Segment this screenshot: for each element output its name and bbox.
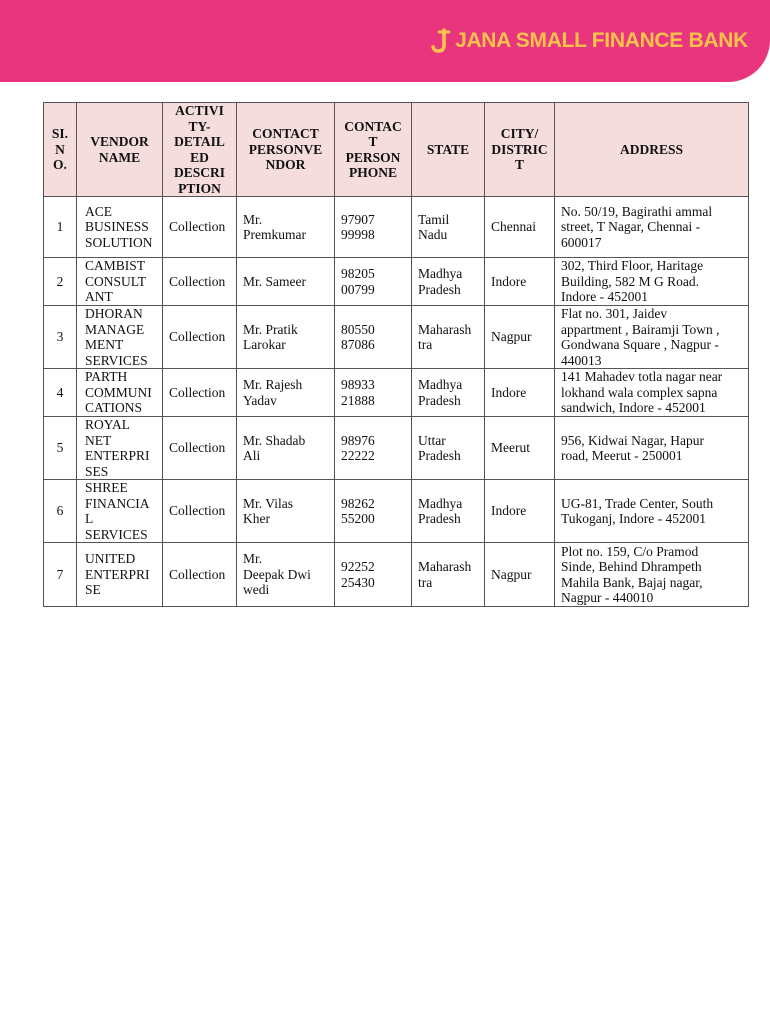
city-cell: Chennai bbox=[485, 197, 555, 258]
bank-logo bbox=[431, 28, 748, 54]
sl-no-cell: 1 bbox=[44, 197, 77, 258]
header-city: CITY/ DISTRIC T bbox=[485, 103, 555, 197]
state-cell: Uttar Pradesh bbox=[412, 417, 485, 480]
address-cell: Flat no. 301, Jaidev appartment , Bairamji Town , Gondwana Square , Nagpur - 440013 bbox=[555, 306, 749, 369]
sl-no-cell: 2 bbox=[44, 258, 77, 306]
header-banner bbox=[0, 0, 770, 82]
city-cell: Indore bbox=[485, 369, 555, 417]
header-address: ADDRESS bbox=[555, 103, 749, 197]
bank-name: JANA SMALL FINANCE BANK bbox=[455, 29, 748, 52]
activity-cell: Collection bbox=[163, 543, 237, 607]
sl-no-cell: 3 bbox=[44, 306, 77, 369]
state-cell: Madhya Pradesh bbox=[412, 369, 485, 417]
city-cell: Nagpur bbox=[485, 306, 555, 369]
phone-cell: 98933 21888 bbox=[335, 369, 412, 417]
contact-person-cell: Mr. Pratik Larokar bbox=[237, 306, 335, 369]
table-row bbox=[44, 306, 749, 369]
table-row bbox=[44, 480, 749, 543]
sl-no-cell: 4 bbox=[44, 369, 77, 417]
vendor-name-cell: ROYAL NET ENTERPRI SES bbox=[77, 417, 163, 480]
activity-cell: Collection bbox=[163, 417, 237, 480]
vendor-name-cell: SHREE FINANCIA L SERVICES bbox=[77, 480, 163, 543]
table-row bbox=[44, 197, 749, 258]
table-row bbox=[44, 369, 749, 417]
header-activity: ACTIVI TY- DETAIL ED DESCRI PTION bbox=[163, 103, 237, 197]
activity-cell: Collection bbox=[163, 258, 237, 306]
table-row bbox=[44, 543, 749, 607]
activity-cell: Collection bbox=[163, 197, 237, 258]
contact-person-cell: Mr. Vilas Kher bbox=[237, 480, 335, 543]
contact-person-cell: Mr. Sameer bbox=[237, 258, 335, 306]
sl-no-cell: 6 bbox=[44, 480, 77, 543]
address-cell: 141 Mahadev totla nagar near lokhand wala complex sapna sandwich, Indore - 452001 bbox=[555, 369, 749, 417]
header-sl-no: SI. N O. bbox=[44, 103, 77, 197]
header-contact-phone: CONTAC T PERSON PHONE bbox=[335, 103, 412, 197]
contact-person-cell: Mr. Premkumar bbox=[237, 197, 335, 258]
city-cell: Nagpur bbox=[485, 543, 555, 607]
address-cell: UG-81, Trade Center, South Tukoganj, Indore - 452001 bbox=[555, 480, 749, 543]
activity-cell: Collection bbox=[163, 369, 237, 417]
state-cell: Maharash tra bbox=[412, 543, 485, 607]
vendor-name-cell: DHORAN MANAGE MENT SERVICES bbox=[77, 306, 163, 369]
city-cell: Meerut bbox=[485, 417, 555, 480]
address-cell: No. 50/19, Bagirathi ammal street, T Nagar, Chennai - 600017 bbox=[555, 197, 749, 258]
header-state: STATE bbox=[412, 103, 485, 197]
state-cell: Tamil Nadu bbox=[412, 197, 485, 258]
contact-person-cell: Mr. Rajesh Yadav bbox=[237, 369, 335, 417]
state-cell: Madhya Pradesh bbox=[412, 480, 485, 543]
state-cell: Maharash tra bbox=[412, 306, 485, 369]
activity-cell: Collection bbox=[163, 306, 237, 369]
table-row bbox=[44, 417, 749, 480]
header-contact-person: CONTACT PERSONVE NDOR bbox=[237, 103, 335, 197]
city-cell: Indore bbox=[485, 258, 555, 306]
phone-cell: 80550 87086 bbox=[335, 306, 412, 369]
vendor-name-cell: CAMBIST CONSULT ANT bbox=[77, 258, 163, 306]
contact-person-cell: Mr. Deepak Dwi wedi bbox=[237, 543, 335, 607]
vendor-table bbox=[43, 102, 749, 607]
activity-cell: Collection bbox=[163, 480, 237, 543]
vendor-name-cell: UNITED ENTERPRI SE bbox=[77, 543, 163, 607]
phone-cell: 92252 25430 bbox=[335, 543, 412, 607]
phone-cell: 97907 99998 bbox=[335, 197, 412, 258]
address-cell: Plot no. 159, C/o Pramod Sinde, Behind Dhrampeth Mahila Bank, Bajaj nagar, Nagpur - 440010 bbox=[555, 543, 749, 607]
sl-no-cell: 7 bbox=[44, 543, 77, 607]
contact-person-cell: Mr. Shadab Ali bbox=[237, 417, 335, 480]
header-row bbox=[44, 103, 749, 197]
address-cell: 302, Third Floor, Haritage Building, 582 M G Road. Indore - 452001 bbox=[555, 258, 749, 306]
table-row bbox=[44, 258, 749, 306]
city-cell: Indore bbox=[485, 480, 555, 543]
address-cell: 956, Kidwai Nagar, Hapur road, Meerut - 250001 bbox=[555, 417, 749, 480]
phone-cell: 98262 55200 bbox=[335, 480, 412, 543]
phone-cell: 98205 00799 bbox=[335, 258, 412, 306]
state-cell: Madhya Pradesh bbox=[412, 258, 485, 306]
vendor-name-cell: ACE BUSINESS SOLUTION bbox=[77, 197, 163, 258]
jana-logo-icon bbox=[431, 28, 451, 54]
vendor-name-cell: PARTH COMMUNI CATIONS bbox=[77, 369, 163, 417]
phone-cell: 98976 22222 bbox=[335, 417, 412, 480]
sl-no-cell: 5 bbox=[44, 417, 77, 480]
header-vendor-name: VENDOR NAME bbox=[77, 103, 163, 197]
